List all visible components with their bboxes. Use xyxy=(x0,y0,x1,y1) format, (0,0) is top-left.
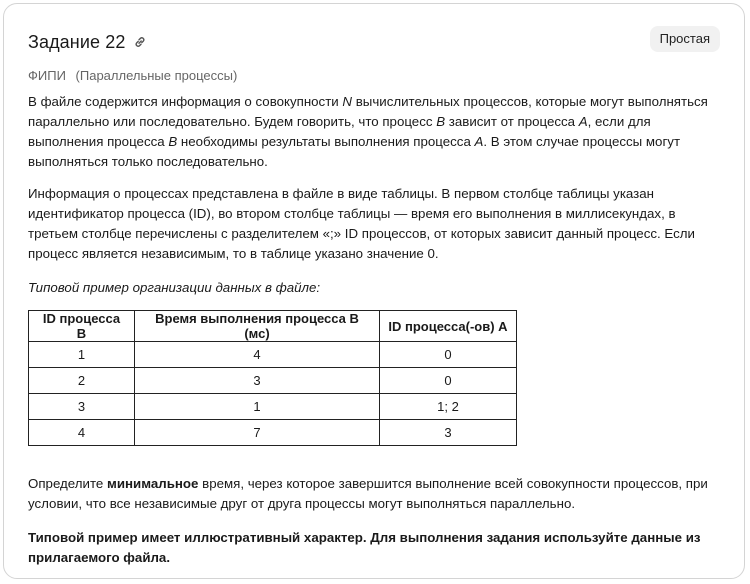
p3-text-1: Определите xyxy=(28,476,107,491)
table-cell: 4 xyxy=(29,420,135,446)
p1-text-3: зависит от процесса xyxy=(445,114,579,129)
source-name: ФИПИ xyxy=(28,68,66,83)
table-row xyxy=(29,368,517,394)
task-source xyxy=(28,68,237,83)
table-header: ID процесса B xyxy=(29,311,135,342)
p1-text-2: вычислительных процессов, которые могут выполняться параллельно или последовательно. Будем говорить, что процесс xyxy=(28,94,708,129)
table-cell: 1 xyxy=(29,342,135,368)
title-row xyxy=(28,30,147,54)
example-caption: Типовой пример организации данных в файле: xyxy=(28,280,321,295)
p3-text-2: время, через которое завершится выполнение всей совокупности процессов, при условии, что все независимые друг от друга процессы могут выполняться параллельно. xyxy=(28,476,708,511)
table-cell: 7 xyxy=(135,420,380,446)
p1-var-a2: A xyxy=(474,134,484,149)
table-cell: 4 xyxy=(135,342,380,368)
task-paragraph-2: Информация о процессах представлена в файле в виде таблицы. В первом столбце таблицы указан идентификатор процесса (ID), во втором столбце таблицы — время его выполнения в миллисекундах, в третьем столбце перечислены с разделителем «;» ID процессов, от которых зависит данный процесс. Если процесс является независимым, то в таблице указано значение 0. xyxy=(28,186,695,261)
example-table xyxy=(28,310,517,446)
p1-text-6: . В этом случае процессы могут выполняться только последовательно. xyxy=(28,134,681,169)
table-cell: 1 xyxy=(135,394,380,420)
task-paragraph-1 xyxy=(28,92,728,172)
task-card xyxy=(3,3,745,579)
link-icon[interactable] xyxy=(133,35,147,49)
table-cell: 0 xyxy=(380,342,517,368)
table-row xyxy=(29,420,517,446)
p1-text-5: необходимы результаты выполнения процесса xyxy=(177,134,475,149)
table-cell: 2 xyxy=(29,368,135,394)
p1-var-b1: B xyxy=(436,114,446,129)
task-paragraph-4: Типовой пример имеет иллюстративный характер. Для выполнения задания используйте данные из прилагаемого файла. xyxy=(28,530,701,565)
table-row xyxy=(29,342,517,368)
table-cell: 3 xyxy=(29,394,135,420)
table-row xyxy=(29,394,517,420)
table-cell: 3 xyxy=(380,420,517,446)
p1-var-b2: B xyxy=(168,134,178,149)
p1-var-a1: A xyxy=(578,114,588,129)
table-cell: 3 xyxy=(135,368,380,394)
p3-bold: минимальное xyxy=(106,476,199,491)
table-cell: 1; 2 xyxy=(380,394,517,420)
task-paragraph-3 xyxy=(28,474,728,514)
task-title: Задание 22 xyxy=(28,31,126,52)
p1-text-1: В файле содержится информация о совокупности xyxy=(28,94,343,109)
table-cell: 0 xyxy=(380,368,517,394)
difficulty-badge: Простая xyxy=(650,26,720,52)
p1-var-n: N xyxy=(342,94,353,109)
source-topic: (Параллельные процессы) xyxy=(75,68,238,83)
p1-text-4: , если для выполнения процесса xyxy=(28,114,651,149)
table-header: Время выполнения процесса B (мс) xyxy=(135,311,380,342)
table-header: ID процесса(-ов) A xyxy=(380,311,517,342)
table-header-row xyxy=(29,311,517,342)
